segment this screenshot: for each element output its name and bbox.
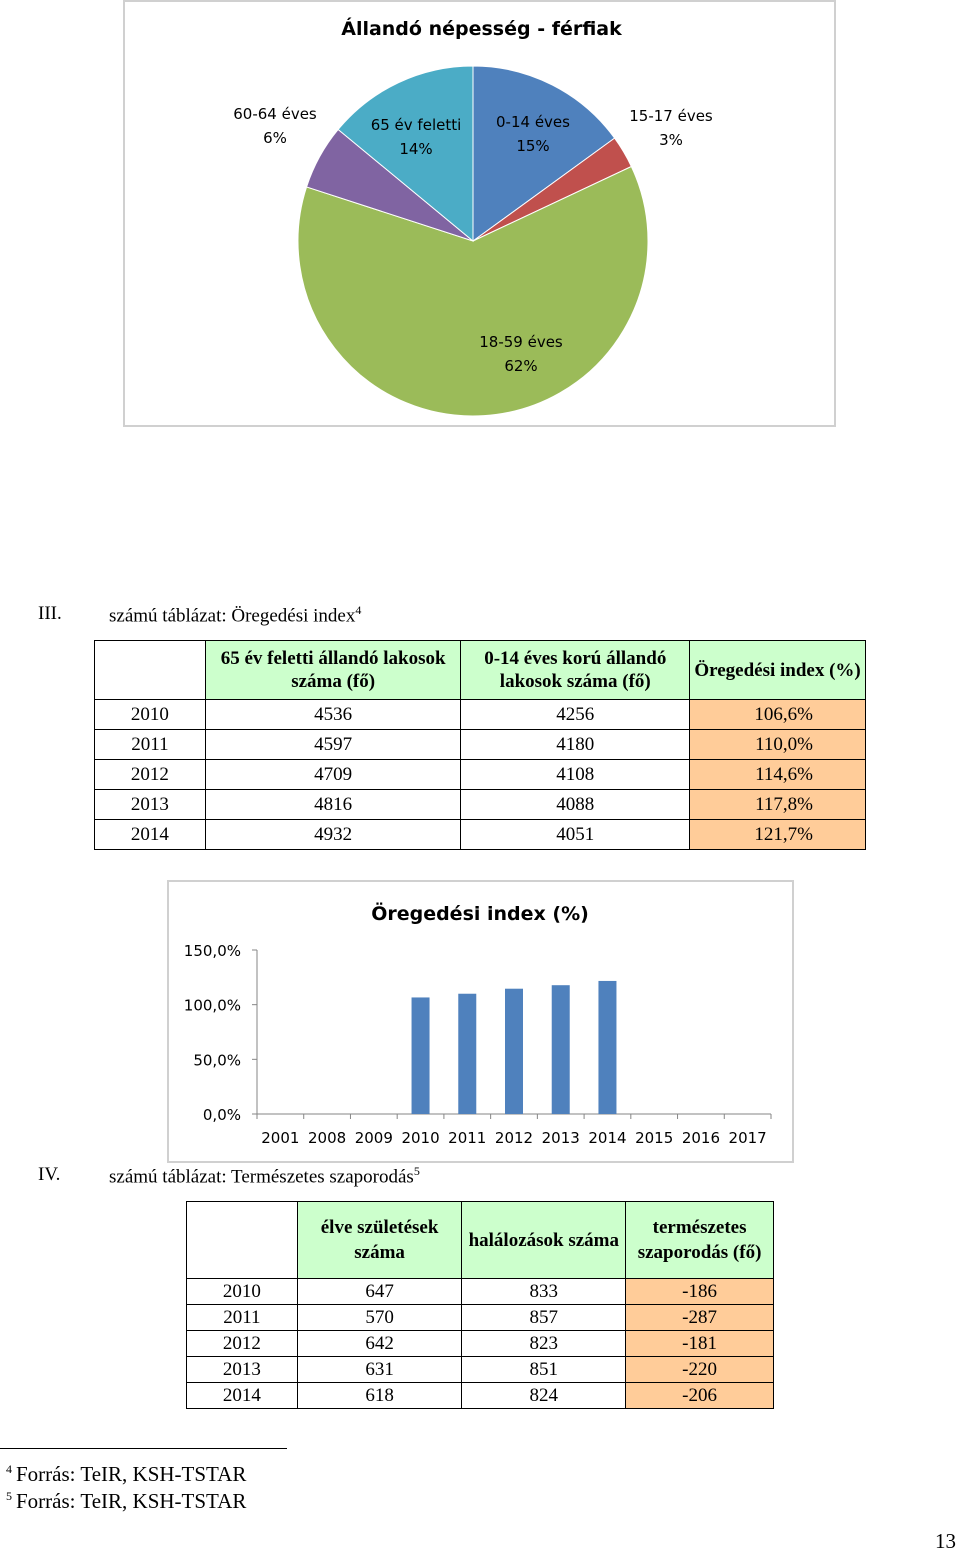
pie-label-pct: 14% [399,140,433,158]
x-tick-label: 2012 [494,1129,534,1147]
table-cell: 851 [462,1357,626,1383]
table-cell-year: 2010 [95,700,206,730]
table-cell-year: 2013 [187,1357,298,1383]
pie-chart-title: Állandó népesség - férfiak [341,18,622,40]
table-row [95,790,866,820]
bar-chart-title: Öregedési index (%) [371,903,589,925]
caption-text: számú táblázat: Öregedési index [109,605,356,627]
x-tick-label: 2017 [728,1129,767,1147]
x-tick-label: 2008 [307,1129,347,1147]
pie-label-60-64 [215,102,335,150]
table-row [95,730,866,760]
footnote-text: Forrás: TeIR, KSH-TSTAR [16,1462,247,1486]
table-cell: 647 [297,1279,462,1305]
footnote-ref: 4 [355,603,362,617]
x-tick-label: 2010 [401,1129,440,1147]
table-cell: 4597 [205,730,461,760]
table-header-row [187,1202,774,1279]
table-row [187,1331,774,1357]
y-tick-label: 100,0% [183,996,241,1015]
footnote-ref: 5 [413,1164,420,1178]
table-cell-year: 2011 [95,730,206,760]
pie-label-text: 0-14 éves [496,113,570,131]
footnote-text: Forrás: TeIR, KSH-TSTAR [16,1489,247,1513]
bar-2013 [552,985,570,1114]
footnote-5 [6,1489,246,1514]
table-cell-growth: -206 [626,1383,774,1409]
table-header-empty [187,1202,298,1279]
pie-label-pct: 3% [659,131,683,149]
table-cell-index: 110,0% [690,730,866,760]
x-tick-label: 2013 [541,1129,580,1147]
table-cell: 570 [297,1305,462,1331]
table-cell-growth: -220 [626,1357,774,1383]
footnote-4 [6,1462,246,1487]
x-tick-label: 2009 [354,1129,393,1147]
pie-label-text: 18-59 éves [479,333,563,351]
table-cell: 857 [462,1305,626,1331]
table-cell: 4088 [461,790,690,820]
x-tick-label: 2001 [261,1129,300,1147]
table-cell-index: 114,6% [690,760,866,790]
table-cell-growth: -181 [626,1331,774,1357]
pie-label-0-14 [473,110,593,158]
table-row [187,1305,774,1331]
table-header-births: élve születések száma [297,1202,462,1279]
footnote-divider [0,1448,287,1449]
table-cell-year: 2012 [187,1331,298,1357]
table-cell-year: 2014 [95,820,206,850]
bar-2010 [412,997,430,1114]
table-cell: 823 [462,1331,626,1357]
table-cell-index: 117,8% [690,790,866,820]
table-cell-year: 2013 [95,790,206,820]
table-cell: 4932 [205,820,461,850]
caption-text-wrap [109,1164,420,1188]
table-cell-year: 2014 [187,1383,298,1409]
pie-label-65-plus [356,113,476,161]
natural-growth-table [186,1201,774,1409]
table-header-65plus: 65 év feletti állandó lakosok száma (fő) [205,641,461,700]
pie-chart [123,0,836,427]
pie-label-text: 60-64 éves [233,105,317,123]
table-cell: 833 [462,1279,626,1305]
footnote-number: 5 [6,1489,12,1503]
table-cell: 631 [297,1357,462,1383]
y-tick-label: 0,0% [202,1106,241,1124]
pie-label-pct: 62% [504,357,538,375]
page-number: 13 [935,1529,956,1553]
bar-chart [167,880,794,1163]
pie-label-15-17 [611,104,731,152]
table-cell: 642 [297,1331,462,1357]
table-cell: 4108 [461,760,690,790]
table-cell: 4709 [205,760,461,790]
pie-label-text: 65 év feletti [370,116,462,134]
aging-index-table [94,640,866,850]
table-cell-index: 121,7% [690,820,866,850]
table-header-empty [95,641,206,700]
bar-chart-svg [169,882,792,1161]
y-tick-label: 50,0% [193,1051,241,1070]
table-header-natural-growth: természetes szaporodás (fő) [626,1202,774,1279]
bar-2014 [598,981,616,1114]
table-cell-index: 106,6% [690,700,866,730]
caption-number: IV. [38,1164,61,1185]
table-cell: 4256 [461,700,690,730]
caption-text: számú táblázat: Természetes szaporodás [109,1166,414,1188]
table-row [187,1383,774,1409]
table-row [187,1279,774,1305]
pie-label-text: 15-17 éves [629,107,713,125]
x-tick-label: 2011 [448,1129,487,1147]
table-row [95,700,866,730]
footnote-number: 4 [6,1462,12,1476]
table-row [187,1357,774,1383]
table-header-deaths: halálozások száma [462,1202,626,1279]
table-cell-growth: -287 [626,1305,774,1331]
y-tick-label: 150,0% [183,942,241,960]
caption-number: III. [38,603,62,624]
x-tick-label: 2014 [588,1129,627,1147]
table-cell-year: 2012 [95,760,206,790]
table-cell-year: 2011 [187,1305,298,1331]
bar-2011 [458,994,476,1114]
pie-label-pct: 15% [516,137,550,155]
table-cell: 4180 [461,730,690,760]
pie-label-18-59 [461,330,581,378]
table-header-index: Öregedési index (%) [690,641,866,700]
table-cell: 4536 [205,700,461,730]
table-header-0-14: 0-14 éves korú állandó lakosok száma (fő) [461,641,690,700]
table-cell-year: 2010 [187,1279,298,1305]
table-cell: 4051 [461,820,690,850]
table-row [95,820,866,850]
bar-2012 [505,989,523,1114]
table-cell-growth: -186 [626,1279,774,1305]
x-tick-label: 2015 [635,1129,674,1147]
table-header-row [95,641,866,700]
table-row [95,760,866,790]
pie-label-pct: 6% [263,129,287,147]
table-cell: 824 [462,1383,626,1409]
table-cell: 4816 [205,790,461,820]
table-cell: 618 [297,1383,462,1409]
x-tick-label: 2016 [681,1129,721,1147]
caption-text-wrap [109,603,361,627]
